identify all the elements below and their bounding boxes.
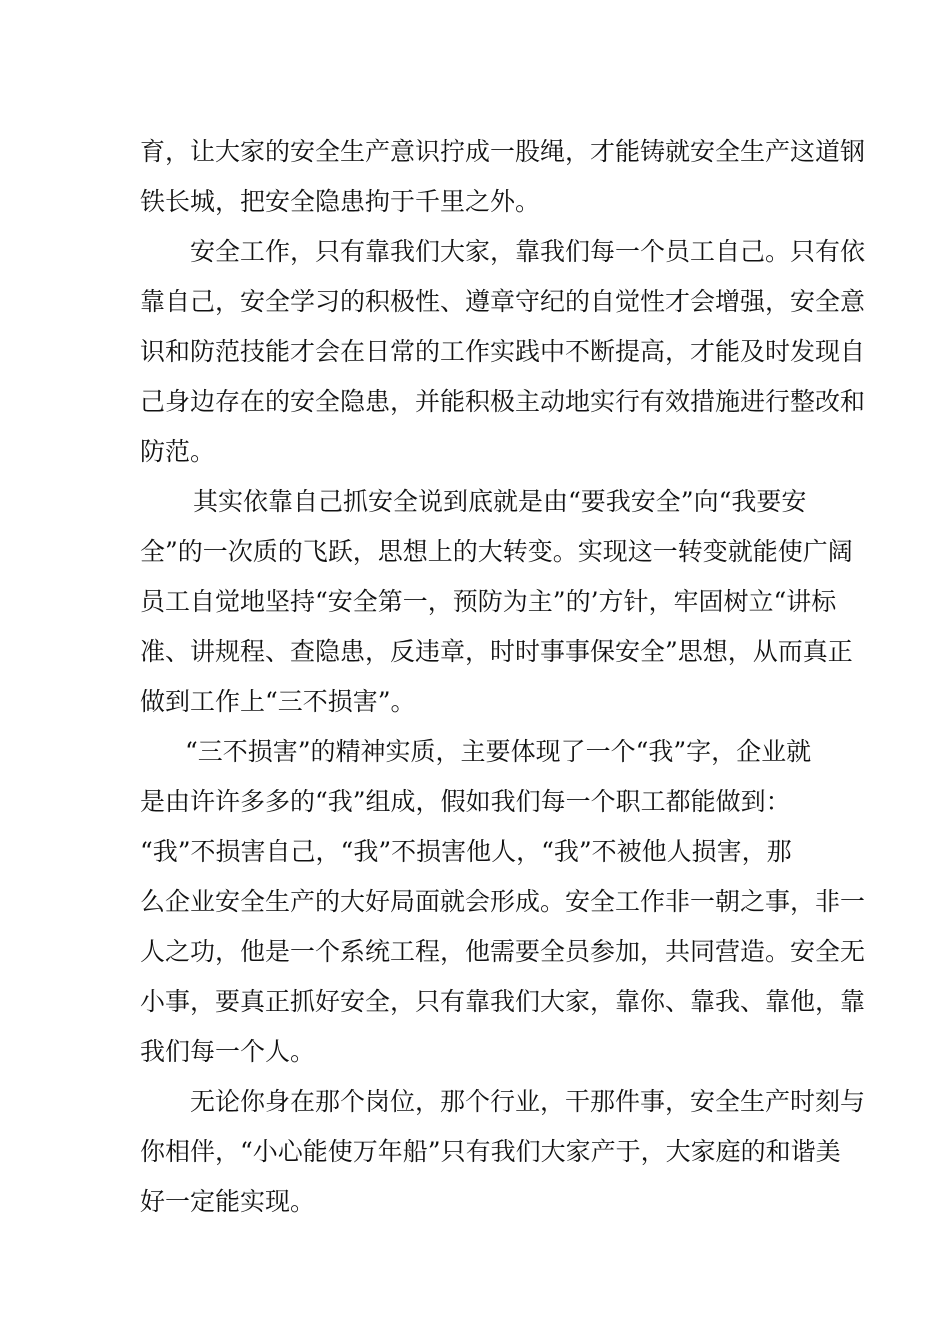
paragraph-first-line: “三不损害”的精神实质，主要体现了一个“我”字，企业就 xyxy=(185,737,812,766)
text-line: 我们每一个人。 xyxy=(140,1037,316,1066)
text-line: 靠自己，安全学习的积极性、遵章守纪的自觉性才会增强，安全意 xyxy=(140,287,866,316)
text-line: 好一定能实现。 xyxy=(140,1187,316,1216)
text-line: 铁长城，把安全隐患拘于千里之外。 xyxy=(140,187,541,216)
text-line: 你相伴，“小心能使万年船”只有我们大家产于，大家庭的和谐美 xyxy=(140,1137,841,1166)
text-line: 准、讲规程、查隐患，反违章，时时事事保安全”思想，从而真正 xyxy=(140,637,853,666)
paragraph-first-line: 其实依靠自己抓安全说到底就是由“要我安全”向“我要安 xyxy=(193,487,807,516)
paragraph-first-line: 安全工作，只有靠我们大家，靠我们每一个员工自己。只有依 xyxy=(190,237,866,266)
text-line: 是由许许多多的“我”组成，假如我们每一个职工都能做到： xyxy=(140,787,791,816)
text-line: 么企业安全生产的大好局面就会形成。安全工作非一朝之事，非一 xyxy=(140,887,866,916)
text-line: “我”不损害自己，“我”不损害他人，“我”不被他人损害，那 xyxy=(140,837,792,866)
text-line: 员工自觉地坚持“安全第一，预防为主”的’方针，牢固树立“讲标 xyxy=(140,587,837,616)
text-line: 人之功，他是一个系统工程，他需要全员参加，共同营造。安全无 xyxy=(140,937,866,966)
text-line: 做到工作上“三不损害”。 xyxy=(140,687,416,716)
text-line: 己身边存在的安全隐患，并能积极主动地实行有效措施进行整改和 xyxy=(140,387,866,416)
text-line: 防范。 xyxy=(140,437,216,466)
text-line: 全”的一次质的飞跃，思想上的大转变。实现这一转变就能使广阔 xyxy=(140,537,853,566)
text-line: 小事，要真正抓好安全，只有靠我们大家，靠你、靠我、靠他，靠 xyxy=(140,987,866,1016)
text-line: 识和防范技能才会在日常的工作实践中不断提高，才能及时发现自 xyxy=(140,337,866,366)
text-line: 育，让大家的安全生产意识拧成一股绳，才能铸就安全生产这道钢 xyxy=(140,137,866,166)
paragraph-first-line: 无论你身在那个岗位，那个行业，干那件事，安全生产时刻与 xyxy=(190,1087,866,1116)
